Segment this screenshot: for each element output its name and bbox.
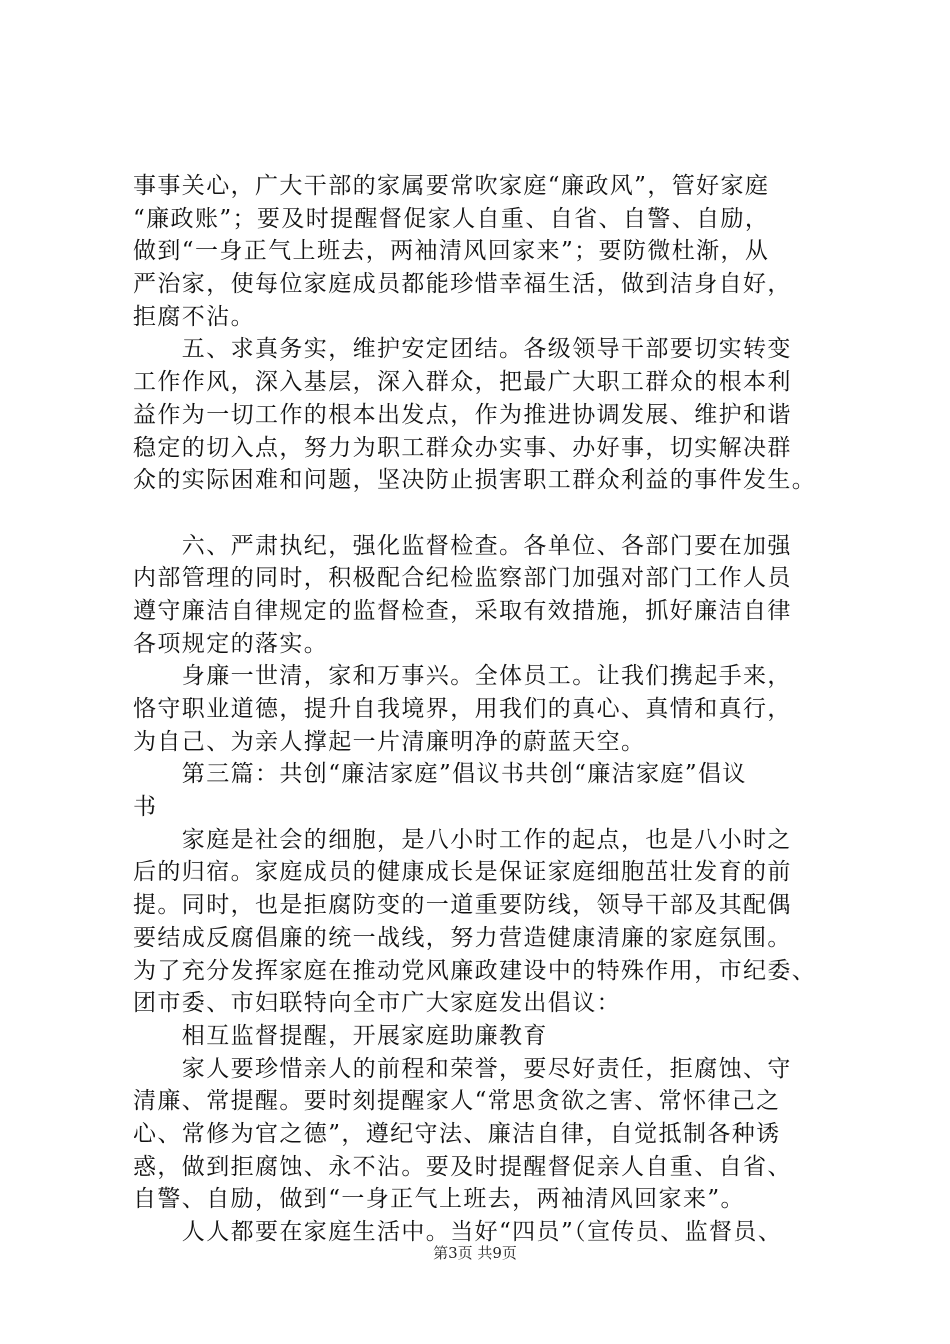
text-line: 团市委、市妇联特向全市广大家庭发出倡议： (133, 990, 621, 1017)
text-line: 家庭是社会的细胞，是八小时工作的起点，也是八小时之 (133, 826, 792, 853)
text-line: 身廉一世清，家和万事兴。全体员工。让我们携起手来， (133, 663, 792, 690)
text-line: 做到“一身正气上班去，两袖清风回家来”；要防微杜渐，从 (133, 238, 770, 265)
text-line: 清廉、常提醒。要时刻提醒家人“常思贪欲之害、常怀律己之 (133, 1088, 781, 1115)
blank-line (133, 497, 843, 530)
text-line: “廉政账”；要及时提醒督促家人自重、自省、自警、自励， (133, 205, 770, 232)
text-line: 人人都要在家庭生活中。当好“四员”（宣传员、监督员、 (133, 1219, 783, 1245)
text-line: 提。同时，也是拒腐防变的一道重要防线，领导干部及其配偶 (133, 892, 792, 919)
text-line: 心、常修为官之德”，遵纪守法、廉洁自律，自觉抵制各种诱 (133, 1120, 781, 1147)
text-line: 书 (133, 794, 158, 821)
text-line: 工作作风，深入基层，深入群众，把最广大职工群众的根本利 (133, 369, 792, 396)
document-body (133, 170, 843, 1249)
text-line: 为自己、为亲人撑起一片清廉明净的蔚蓝天空。 (133, 728, 646, 755)
text-line: 严治家，使每位家庭成员都能珍惜幸福生活，做到洁身自好， (133, 271, 792, 298)
text-line: 家人要珍惜亲人的前程和荣誉，要尽好责任，拒腐蚀、守 (133, 1055, 792, 1082)
text-line: 恪守职业道德，提升自我境界，用我们的真心、真情和真行， (133, 696, 792, 722)
text-line: 内部管理的同时，积极配合纪检监察部门加强对部门工作人员 (133, 565, 792, 592)
text-line: 惑，做到拒腐蚀、永不沾。要及时提醒督促亲人自重、自省、 (133, 1153, 792, 1180)
text-line: 事事关心，广大干部的家属要常吹家庭“廉政风”，管好家庭 (133, 173, 770, 199)
text-line: 自警、自励，做到“一身正气上班去，两袖清风回家来”。 (133, 1186, 745, 1213)
text-line: 六、严肃执纪，强化监督检查。各单位、各部门要在加强 (133, 532, 792, 559)
text-line: 后的归宿。家庭成员的健康成长是保证家庭细胞茁壮发育的前 (133, 859, 792, 886)
text-line: 益作为一切工作的根本出发点，作为推进协调发展、维护和谐 (133, 401, 792, 428)
text-line: 要结成反腐倡廉的统一战线，努力营造健康清廉的家庭氛围。 (133, 924, 792, 951)
text-line: 遵守廉洁自律规定的监督检查，采取有效措施，抓好廉洁自律 (133, 597, 792, 624)
text-line: 各项规定的落实。 (133, 630, 329, 657)
page-footer: 第3页 共9页 (433, 1244, 517, 1262)
text-line: 众的实际困难和问题，坚决防止损害职工群众利益的事件发生。 (133, 467, 817, 494)
text-line: 拒腐不沾。 (133, 303, 255, 330)
text-line: 为了充分发挥家庭在推动党风廉政建设中的特殊作用，市纪委、 (133, 957, 817, 984)
text-line: 第三篇：共创“廉洁家庭”倡议书共创“廉洁家庭”倡议 (133, 761, 747, 788)
text-line: 五、求真务实，维护安定团结。各级领导干部要切实转变 (133, 336, 792, 363)
text-line: 相互监督提醒，开展家庭助廉教育 (133, 1022, 548, 1049)
text-line: 稳定的切入点，努力为职工群众办实事、办好事，切实解决群 (133, 434, 792, 461)
